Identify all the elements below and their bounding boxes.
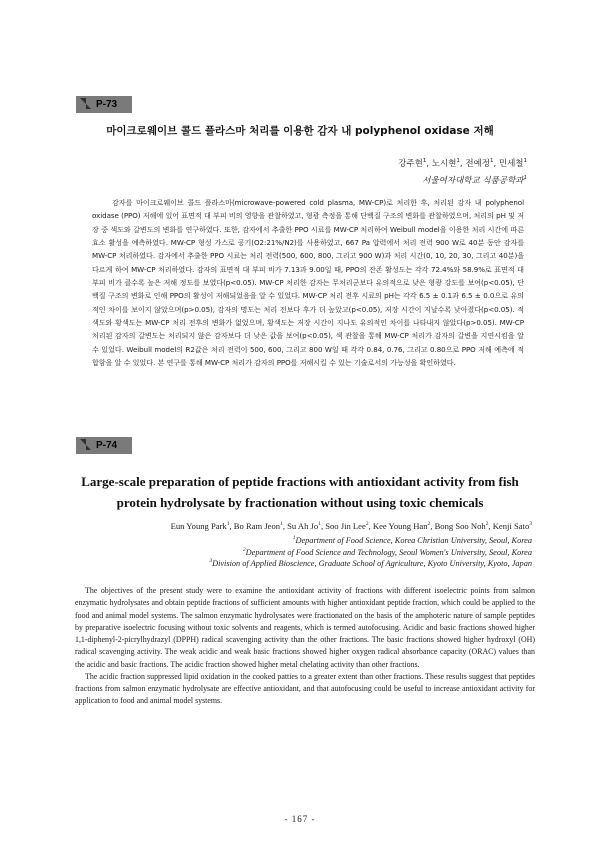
affiliation-mark: 1 (292, 535, 296, 542)
author-mark: 2 (365, 521, 369, 528)
affiliation-mark: 3 (209, 558, 213, 565)
author-name: Eun Young Park (170, 521, 227, 531)
author-mark: 1 (489, 158, 494, 165)
author-mark: 1 (523, 158, 527, 165)
author-name: 강주현 (398, 159, 423, 169)
author-list: 강주현$^1$, 노시현$^1$, 전예정$^1$, 민세철$^1$ (398, 158, 527, 169)
poster-badge (76, 96, 132, 113)
author-name: Bong Soo Noh (434, 521, 486, 531)
poster-title: Large-scale preparation of peptide fractions with antioxidant activity from fish protein hydrolysate by fractionation without using toxic chemicals (81, 474, 519, 510)
poster-badge (76, 437, 132, 454)
author-mark: 1 (280, 521, 283, 528)
affiliation (209, 535, 532, 547)
author-name: Bo Ram Jeon (233, 521, 281, 531)
abstract-paragraph: The acidic fraction suppressed lipid oxidation in the cooked patties to a greater extent than other fractions. These results suggest that peptides fractions from salmon enzymatic hydrolysate are effective antioxidant, and that autofocusing could be useful to increase antioxidant activity for application to food and animal model systems. (75, 671, 535, 706)
author-mark: 1 (422, 158, 427, 165)
author-name: 전예정 (465, 159, 490, 169)
author-list: Eun Young Park$^1$, Bo Ram Jeon$^1$, Su Ah Jo$^1$, Soo Jin Lee$^2$, Kee Young Han$^2$, Bong Soo Noh$^2$, Kenji Sato$^3$ (170, 521, 532, 531)
author-name: Kenji Sato (492, 521, 530, 531)
affiliation-text: 서울여자대학교 식품공학과 (422, 176, 524, 186)
affiliation (422, 174, 527, 186)
affiliation-list (209, 535, 532, 570)
page-number: - 167 - (284, 814, 316, 824)
author-name: Soo Jin Lee (325, 521, 366, 531)
author-mark: 3 (529, 521, 532, 528)
author-name: Su Ah Jo (287, 521, 319, 531)
affiliation-text: Department of Food Science, Korea Christian University, Seoul, Korea (295, 536, 532, 545)
author-mark: 1 (456, 158, 460, 165)
affiliation (209, 558, 532, 570)
badge-label: P-74 (96, 440, 118, 451)
affiliation-mark: 2 (242, 546, 246, 553)
badge-label: P-73 (96, 99, 118, 110)
author-mark: 2 (485, 521, 489, 528)
abstract-paragraph: The objectives of the present study were to examine the antioxidant activity of fractions with different isoelectric points from salmon enzymatic hydrolysates and obtain peptide fractions of sufficient amounts with higher antioxidant peptide fraction, which could be applied to the food and animal model systems. The salmon enzymatic hydrolysates were fractionated on the basis of the amphoteric nature of sample peptides by preparative isoelectric focusing without toxic solvents and reagents, which is termed autofocusing. Acidic and basic fractions showed higher 1,1-diphenyl-2-picrylhydrazyl (DPPH) radical scavenging activity than the other fractions. The basic fractions showed higher hydroxyl (OH) radical scavenging activity. The weak acidic and weak basic fractions showed higher oxygen radical absorbance capacity (ORAC) values than the acidic and basic fractions. The acidic fraction showed higher metal chelating activity than other fractions. (75, 586, 535, 669)
author-name: Kee Young Han (372, 521, 428, 531)
author-mark: 1 (226, 521, 230, 528)
abstract-english (75, 585, 535, 708)
affiliation-text: Department of Food Science and Technology, Seoul Women's University, Seoul, Korea (245, 547, 532, 557)
author-mark: 1 (318, 521, 321, 528)
author-mark: 2 (427, 521, 431, 528)
affiliation-text: Division of Applied Bioscience, Graduate School of Agriculture, Kyoto University, Kyoto, Japan (212, 559, 532, 568)
poster-title: 마이크로웨이브 콜드 플라스마 처리를 이용한 감자 내 polyphenol oxidase 저해 (106, 125, 494, 137)
abstract-korean: 감자를 마이크로웨이브 콜드 플라스마(microwave-powered cold plasma, MW-CP)로 처리한 후, 처리된 감자 내 polyphenol oxidase (PPO) 저해에 있어 표면적 대 부피 비의 영향을 관찰하였고, 형광 측정을 통해 단백질 구조의 변화를 관찰하였으며, 처리의 pH 및 저장 중 색도와 갈변도의 변화를 연구하였다. 또한, 감자에서 추출한 PPO 시료를 MW-CP 처리하여 Weibull model을 이용한 처리 시간에 따른 효소 활성을 예측하였다. MW-CP 형성 가스로 공기(O2:21%/N2)를 사용하였고, 667 Pa 압력에서 처리 전력 900 W로 40분 동안 감자를 MW-CP 처리하였다. 감자에서 추출한 PPO 시료는 처리 전력(500, 600, 800, 그리고 900 W)과 처리 시간(0, 10, 20, 30, 그리고 40분)을 다르게 하여 MW-CP 처리하였다. 감자의 표면적 대 부피 비가 7.13과 9.00일 때, PPO의 잔존 활성도는 각각 72.4%와 58.9%로 표면적 대 부피 비가 클수록 높은 저해 정도를 보였다(p<0.05). MW-CP 처리한 감자는 무처리군보다 유의적으로 낮은 형광 강도를 보여(p<0.05), 단백질 구조의 변화로 인해 PPO의 활성이 저해되었음을 알 수 있었다. MW-CP 처리 전후 시료의 pH는 각각 6.5 ± 0.1과 6.5 ± 0.0으로 유의적인 차이를 보이지 않았으며(p>0.05), 감자의 명도는 처리 전보다 후가 더 높았고(p<0.05), 저장 시간이 지날수록 낮아졌다(p<0.05). 적색도와 황색도는 MW-CP 처리 전후의 변화가 없었으며, 황색도는 저장 시간이 지나도 유의적인 차이를 나타내지 않았다(p>0.05). MW-CP 처리된 감자의 갈변도는 처리되지 않은 감자보다 더 낮은 값을 보여(p<0.05), 색 관찰을 통해 MW-CP 처리가 감자의 갈변을 지연시킴을 알 수 있었다. Weibull model의 R2값은 처리 전력이 500, 600, 그리고 800 W일 때 각각 0.84, 0.76, 그리고 0.80으로 PPO 저해 예측에 적합함을 알 수 있었다. 본 연구를 통해 MW-CP 처리가 감자의 PPO를 저해시킬 수 있는 기술로서의 가능성을 확인하였다. (92, 198, 524, 368)
affiliation (209, 547, 532, 559)
affiliation-mark: 1 (523, 175, 527, 182)
author-name: 민세철 (498, 159, 524, 169)
badge-corner-icon (86, 445, 91, 450)
badge-corner-icon (86, 104, 91, 109)
author-name: 노시현 (431, 159, 457, 169)
